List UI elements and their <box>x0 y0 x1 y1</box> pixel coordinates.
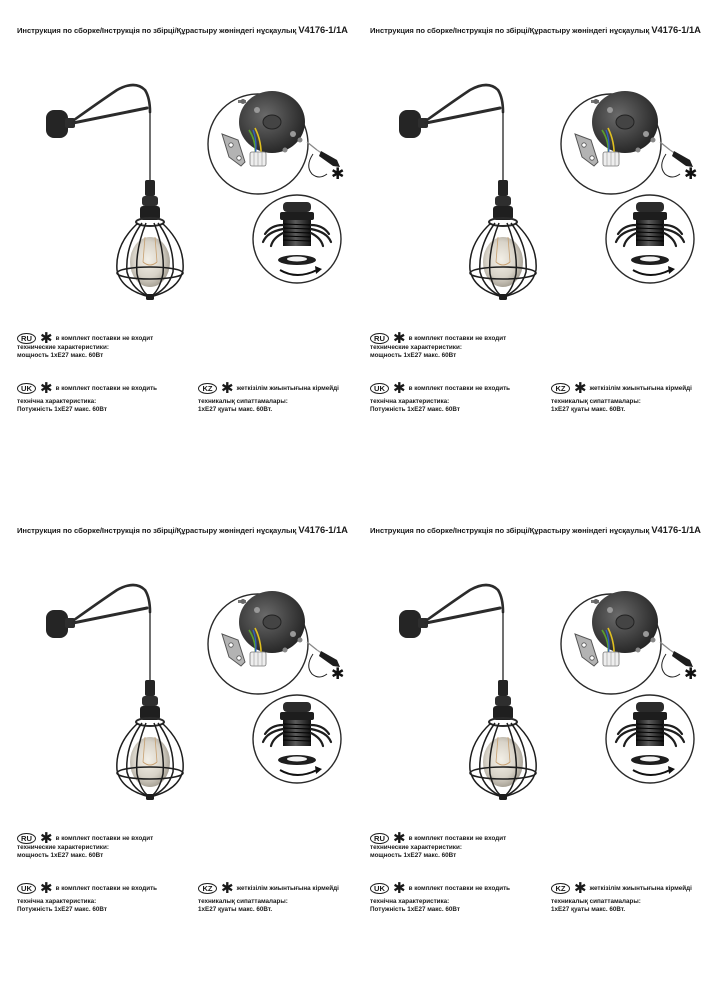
lang-badge-ru: RU <box>17 333 36 344</box>
asterisk-icon: ✱ <box>393 879 406 897</box>
uk-note-row <box>370 879 511 897</box>
title-text: Инструкция по сборке/Інструкція по збірці/Құрастыру жөніндегі нұсқаулық <box>370 526 650 535</box>
uk-note-row <box>370 379 511 397</box>
ru-specs <box>370 344 462 361</box>
ru-specs <box>370 844 462 861</box>
kz-specs-heading: техникалық сипаттамалары: <box>551 398 641 405</box>
kz-specs-heading: техникалық сипаттамалары: <box>551 898 641 905</box>
lang-badge-uk: UK <box>17 383 36 394</box>
uk-specs <box>370 398 460 415</box>
lang-badge-ru: RU <box>17 833 36 844</box>
uk-note-row <box>17 379 158 397</box>
uk-specs <box>370 898 460 915</box>
ru-specs-value: мощность 1хЕ27 макс. 60Вт <box>17 852 104 860</box>
ru-not-included-note: в комплект поставки не входит <box>408 835 507 843</box>
asterisk-icon: ✱ <box>574 879 587 897</box>
kz-specs-value: 1хЕ27 қуаты макс. 60Вт. <box>198 406 273 414</box>
ru-specs-value: мощность 1хЕ27 макс. 60Вт <box>370 352 457 360</box>
kz-note-row <box>551 879 692 897</box>
ru-specs-value: мощность 1хЕ27 макс. 60Вт <box>370 852 457 860</box>
kz-specs-value: 1хЕ27 қуаты макс. 60Вт. <box>551 906 626 914</box>
uk-specs-heading: технічна характеристика: <box>17 898 97 905</box>
lang-badge-kz: KZ <box>551 883 570 894</box>
page-title <box>17 524 362 535</box>
ru-specs-value: мощность 1хЕ27 макс. 60Вт <box>17 352 104 360</box>
ru-specs <box>17 344 109 361</box>
kz-not-included-note: жеткізілім жиынтығына кірмейді <box>236 385 339 393</box>
instruction-panel <box>17 24 357 464</box>
ru-note-row <box>370 329 507 347</box>
asterisk-icon: ✱ <box>393 329 406 347</box>
kz-not-included-note: жеткізілім жиынтығына кірмейді <box>589 385 692 393</box>
kz-specs <box>551 398 641 415</box>
asterisk-icon: ✱ <box>40 379 53 397</box>
asterisk-icon: ✱ <box>393 829 406 847</box>
asterisk-icon: ✱ <box>40 329 53 347</box>
uk-not-included-note: в комплект поставки не входить <box>408 885 511 893</box>
kz-specs <box>198 398 288 415</box>
title-text: Инструкция по сборке/Інструкція по збірці/Құрастыру жөніндегі нұсқаулық <box>17 526 297 535</box>
instruction-panel <box>370 524 707 964</box>
uk-specs-heading: технічна характеристика: <box>370 898 450 905</box>
asterisk-icon: ✱ <box>574 379 587 397</box>
uk-specs-heading: технічна характеристика: <box>370 398 450 405</box>
kz-not-included-note: жеткізілім жиынтығына кірмейді <box>236 885 339 893</box>
asterisk-icon: ✱ <box>40 829 53 847</box>
model-number: V4176-1/1A <box>651 24 701 35</box>
instruction-panel <box>17 524 357 964</box>
uk-not-included-note: в комплект поставки не входить <box>55 885 158 893</box>
lang-badge-ru: RU <box>370 333 389 344</box>
uk-not-included-note: в комплект поставки не входить <box>408 385 511 393</box>
model-number: V4176-1/1A <box>651 524 701 535</box>
lang-badge-ru: RU <box>370 833 389 844</box>
kz-not-included-note: жеткізілім жиынтығына кірмейді <box>589 885 692 893</box>
assembly-illustration <box>370 62 707 322</box>
asterisk-icon: ✱ <box>221 879 234 897</box>
ru-note-row <box>370 829 507 847</box>
ru-not-included-note: в комплект поставки не входит <box>408 335 507 343</box>
kz-note-row <box>198 879 339 897</box>
uk-specs-heading: технічна характеристика: <box>17 398 97 405</box>
kz-specs <box>198 898 288 915</box>
ru-specs-heading: технические характеристики: <box>17 844 109 851</box>
ru-not-included-note: в комплект поставки не входит <box>55 835 154 843</box>
ru-note-row <box>17 329 154 347</box>
instruction-panel <box>370 24 707 464</box>
model-number: V4176-1/1A <box>298 24 348 35</box>
model-number: V4176-1/1A <box>298 524 348 535</box>
ru-specs <box>17 844 109 861</box>
page-title <box>17 24 362 35</box>
page-title <box>370 524 707 535</box>
title-text: Инструкция по сборке/Інструкція по збірці/Құрастыру жөніндегі нұсқаулық <box>17 26 297 35</box>
lang-badge-kz: KZ <box>551 383 570 394</box>
lang-badge-kz: KZ <box>198 883 217 894</box>
kz-note-row <box>198 379 339 397</box>
lang-badge-uk: UK <box>17 883 36 894</box>
assembly-illustration <box>17 62 357 322</box>
title-text: Инструкция по сборке/Інструкція по збірці/Құрастыру жөніндегі нұсқаулық <box>370 26 650 35</box>
kz-specs-heading: техникалық сипаттамалары: <box>198 398 288 405</box>
kz-specs-heading: техникалық сипаттамалары: <box>198 898 288 905</box>
ru-not-included-note: в комплект поставки не входит <box>55 335 154 343</box>
assembly-illustration <box>17 562 357 822</box>
asterisk-icon: ✱ <box>40 879 53 897</box>
uk-specs-value: Потужність 1хЕ27 макс. 60Вт <box>17 406 107 414</box>
kz-specs <box>551 898 641 915</box>
kz-note-row <box>551 379 692 397</box>
kz-specs-value: 1хЕ27 қуаты макс. 60Вт. <box>551 406 626 414</box>
ru-specs-heading: технические характеристики: <box>370 844 462 851</box>
asterisk-icon: ✱ <box>221 379 234 397</box>
lang-badge-uk: UK <box>370 883 389 894</box>
uk-specs-value: Потужність 1хЕ27 макс. 60Вт <box>370 906 460 914</box>
ru-specs-heading: технические характеристики: <box>370 344 462 351</box>
uk-specs-value: Потужність 1хЕ27 макс. 60Вт <box>370 406 460 414</box>
lang-badge-uk: UK <box>370 383 389 394</box>
uk-note-row <box>17 879 158 897</box>
uk-specs <box>17 398 107 415</box>
lang-badge-kz: KZ <box>198 383 217 394</box>
ru-specs-heading: технические характеристики: <box>17 344 109 351</box>
uk-specs-value: Потужність 1хЕ27 макс. 60Вт <box>17 906 107 914</box>
kz-specs-value: 1хЕ27 қуаты макс. 60Вт. <box>198 906 273 914</box>
uk-not-included-note: в комплект поставки не входить <box>55 385 158 393</box>
page-title <box>370 24 707 35</box>
ru-note-row <box>17 829 154 847</box>
uk-specs <box>17 898 107 915</box>
assembly-illustration <box>370 562 707 822</box>
asterisk-icon: ✱ <box>393 379 406 397</box>
